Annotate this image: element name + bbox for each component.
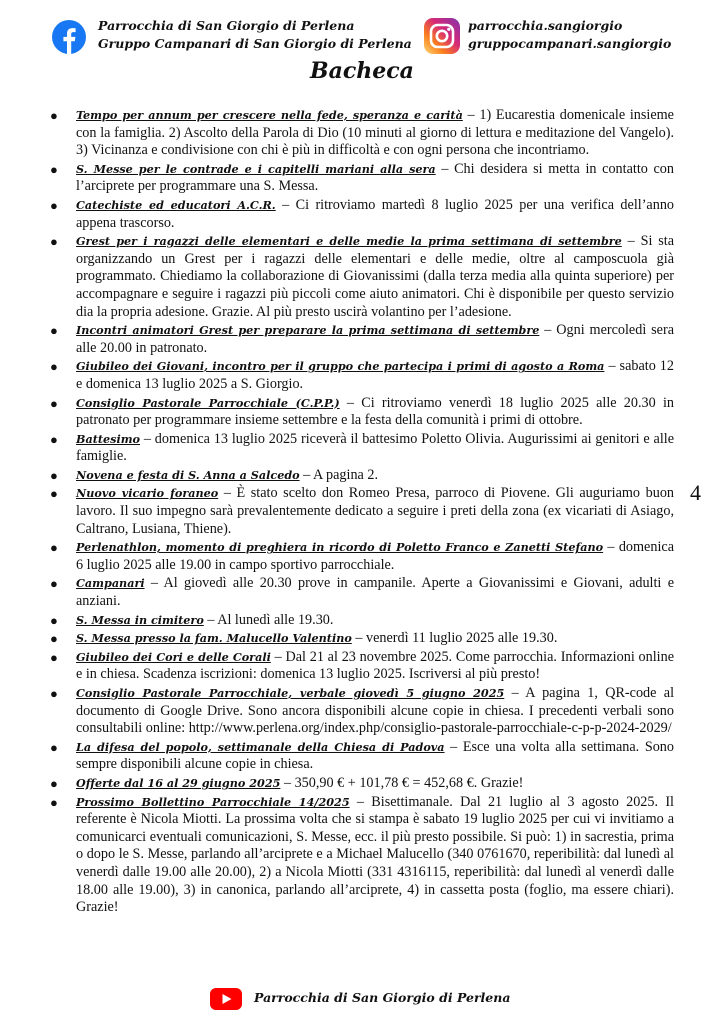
instagram-icon[interactable] bbox=[424, 18, 460, 54]
announcement-item bbox=[50, 648, 674, 684]
announcement-item bbox=[50, 322, 675, 357]
announcement-item bbox=[50, 485, 675, 538]
facebook-icon[interactable] bbox=[52, 20, 86, 54]
bullet-icon: ● bbox=[50, 234, 58, 250]
announcement-item bbox=[50, 539, 674, 574]
announcement-title: Nuovo vicario foraneo bbox=[76, 486, 219, 501]
announcement-title: Consiglio Pastorale Parrocchiale (C.P.P.) bbox=[76, 395, 340, 410]
announcement-text: – domenica 6 luglio 2025 alle 19.00 in campo sportivo parrocchiale. bbox=[76, 539, 674, 573]
announcement-item bbox=[50, 466, 674, 485]
announcement-text: – Chi desidera si metta in contatto con l’arciprete per programmare una S. Messa. bbox=[76, 160, 674, 195]
bullet-icon: ● bbox=[50, 794, 58, 810]
announcement-title: S. Messa in cimitero bbox=[76, 612, 204, 627]
announcement-item bbox=[50, 685, 675, 738]
youtube-channel-name: Parrocchia di San Giorgio di Perlena bbox=[254, 990, 511, 1005]
announcement-item bbox=[50, 738, 674, 774]
announcement-text: – Dal 21 al 23 novembre 2025. Come parrocchia. Informazioni online e in chiesa. Scadenza iscrizioni: domenica 13 luglio 2025. Iscriversi al più presto! bbox=[76, 648, 674, 683]
announcement-text: – Al lunedì alle 19.30. bbox=[203, 611, 334, 628]
bulletin-board bbox=[50, 107, 675, 918]
announcement-text: – Si sta organizzando un Grest per i ragazzi delle elementari e delle medie, oltre al camposcuola già programmato. Chiediamo la collaborazione di Giovanissimi (dalla terza media alla quinta superiore) per accompagnare e seguire i ragazzi più piccoli come aiuto animatori. Chi è disponibile per questo servizio dia la propria adesione. Grazie. Al più presto uscirà volantino per l’adesione. bbox=[76, 233, 675, 320]
announcement-item bbox=[50, 611, 674, 630]
announcement-text: – venerdì 11 luglio 2025 alle 19.30. bbox=[351, 630, 558, 647]
announcement-title: La difesa del popolo, settimanale della Chiesa di Padova bbox=[76, 739, 445, 754]
announcement-text: – Ogni mercoledì sera alle 20.00 in patronato. bbox=[76, 322, 675, 356]
bullet-icon: ● bbox=[50, 467, 58, 483]
announcement-title: Perlenathlon, momento di preghiera in ricordo di Poletto Franco e Zanetti Stefano bbox=[76, 540, 604, 555]
announcement-title: Offerte dal 16 al 29 giugno 2025 bbox=[76, 775, 281, 790]
announcement-title: Campanari bbox=[76, 576, 145, 591]
announcement-text: – Esce una volta alla settimana. Sono sempre disponibili alcune copie in chiesa. bbox=[76, 738, 674, 773]
announcement-text: – domenica 13 luglio 2025 riceverà il battesimo Poletto Olivia. Augurissimi ai genitori e alle famiglie. bbox=[76, 430, 674, 465]
announcement-list bbox=[50, 107, 675, 917]
youtube-icon[interactable] bbox=[210, 988, 242, 1010]
announcement-text: – sabato 12 e domenica 13 luglio 2025 a S. Giorgio. bbox=[76, 358, 674, 392]
announcement-title: Grest per i ragazzi delle elementari e delle medie la prima settimana di settembre bbox=[76, 234, 622, 249]
bullet-icon: ● bbox=[50, 431, 58, 447]
bullet-icon: ● bbox=[50, 359, 58, 375]
bullet-icon: ● bbox=[50, 686, 58, 701]
bullet-icon: ● bbox=[50, 486, 58, 502]
instagram-parish-handle: parrocchia.sangiorgio bbox=[468, 18, 623, 33]
announcement-title: Novena e festa di S. Anna a Salcedo bbox=[76, 467, 300, 482]
page-title: Bacheca bbox=[310, 58, 414, 84]
facebook-parish-name: Parrocchia di San Giorgio di Perlena bbox=[98, 18, 355, 33]
announcement-item bbox=[50, 196, 675, 232]
announcement-item bbox=[50, 358, 674, 393]
announcement-text: – Al giovedì alle 20.30 prove in campanile. Aperte a Giovanissimi e Giovani, adulti e anziani. bbox=[76, 575, 674, 610]
bullet-icon: ● bbox=[50, 739, 58, 755]
announcement-item bbox=[50, 430, 674, 466]
announcement-title: Incontri animatori Grest per preparare la prima settimana di settembre bbox=[76, 323, 540, 338]
announcement-text: – Bisettimanale. Dal 21 luglio al 3 agosto 2025. Il referente è Nicola Miotti. La prossima volta che si stampa è sabato 19 luglio 2025 per cui vi invitiamo a comunicarci eventuali comunicazioni, S. Messe, ecc. il più presto possibile. Si può: 1) in sacrestia, prima o dopo le S. Messe, parlando all’arciprete e a Michael Malucello (340 0761670, reperibilità: dal lunedì al venerdì dalle 19.00 alle 20.00), 2) a Nicola Miotti (331 4316115, reperibilità: dal lunedì al venerdì dalle 18.00 alle 19.00), 3) in canonica, parlando all’arciprete, 4) in cassetta posta (foglio, ma essere chiari). Grazie! bbox=[76, 793, 674, 916]
announcement-title: S. Messe per le contrade e i capitelli mariani alla sera bbox=[76, 161, 436, 176]
announcement-item bbox=[50, 160, 674, 196]
announcement-title: Battesimo bbox=[76, 431, 141, 446]
announcement-item bbox=[50, 107, 674, 160]
announcement-text: – A pagina 1, QR-code al documento di Google Drive. Sono ancora disponibili alcune copie in chiesa. I precedenti verbali sono consultabili online: http://www.perlena.org/index.php/consiglio-pastorale-parrocchiale-c-p-p-2024-2029/ bbox=[76, 685, 675, 737]
bullet-icon: ● bbox=[50, 540, 58, 556]
announcement-text: – A pagina 2. bbox=[299, 466, 379, 483]
bullet-icon: ● bbox=[50, 631, 58, 647]
bullet-icon: ● bbox=[50, 395, 58, 411]
announcement-title: Catechiste ed educatori A.C.R. bbox=[76, 197, 276, 212]
bullet-icon: ● bbox=[50, 161, 58, 177]
bullet-icon: ● bbox=[50, 612, 58, 628]
announcement-title: Prossimo Bollettino Parrocchiale 14/2025 bbox=[76, 794, 350, 809]
announcement-text: – 350,90 € + 101,78 € = 452,68 €. Grazie! bbox=[280, 774, 524, 791]
bullet-icon: ● bbox=[50, 576, 58, 592]
announcement-text: – 1) Eucarestia domenicale insieme con la famiglia. 2) Ascolto della Parola di Dio (10 minuti al giorno di lettura e meditazione del Vangelo). 3) Vicinanza e condivisione con chi è più in difficoltà e con ogni persona che incontriamo. bbox=[76, 107, 674, 159]
bullet-icon: ● bbox=[50, 775, 58, 791]
announcement-item bbox=[50, 630, 674, 648]
announcement-title: Giubileo dei Giovani, incontro per il gruppo che partecipa i primi di agosto a Roma bbox=[76, 359, 605, 374]
bullet-icon: ● bbox=[50, 649, 58, 665]
bullet-icon: ● bbox=[50, 197, 58, 213]
header bbox=[0, 0, 724, 92]
announcement-title: S. Messa presso la fam. Malucello Valentino bbox=[76, 631, 352, 646]
bullet-icon: ● bbox=[50, 323, 58, 339]
announcement-text: – Ci ritroviamo venerdì 18 luglio 2025 alle 20.30 in patronato per programmare insieme settembre e la festa della comunità i primi di ottobre. bbox=[76, 394, 674, 429]
instagram-bellringers-handle: gruppocampanari.sangiorgio bbox=[468, 36, 672, 51]
announcement-title: Tempo per annum per crescere nella fede, speranza e carità bbox=[76, 108, 463, 122]
footer bbox=[210, 984, 540, 1014]
page-number: 4 bbox=[690, 480, 701, 505]
announcement-item bbox=[50, 575, 674, 610]
announcement-item bbox=[50, 774, 674, 793]
bullet-icon: ● bbox=[50, 108, 58, 123]
announcement-title: Consiglio Pastorale Parrocchiale, verbale giovedì 5 giugno 2025 bbox=[76, 686, 505, 700]
announcement-item bbox=[50, 394, 674, 430]
announcement-item bbox=[50, 233, 675, 321]
announcement-title: Giubileo dei Cori e delle Corali bbox=[76, 649, 271, 664]
announcement-text: – È stato scelto don Romeo Presa, parroco di Piovene. Gli auguriamo buon lavoro. Il suo impegno sarà prevalentemente dedicato a seguire i preti della zona (ex vicariati di Asiago, Caltrano, Lusiana, Thiene). bbox=[76, 485, 675, 537]
facebook-bellringers-name: Gruppo Campanari di San Giorgio di Perlena bbox=[98, 36, 412, 51]
announcement-item bbox=[50, 793, 674, 917]
announcement-text: – Ci ritroviamo martedì 8 luglio 2025 per una verifica dell’anno appena trascorso. bbox=[76, 196, 675, 231]
